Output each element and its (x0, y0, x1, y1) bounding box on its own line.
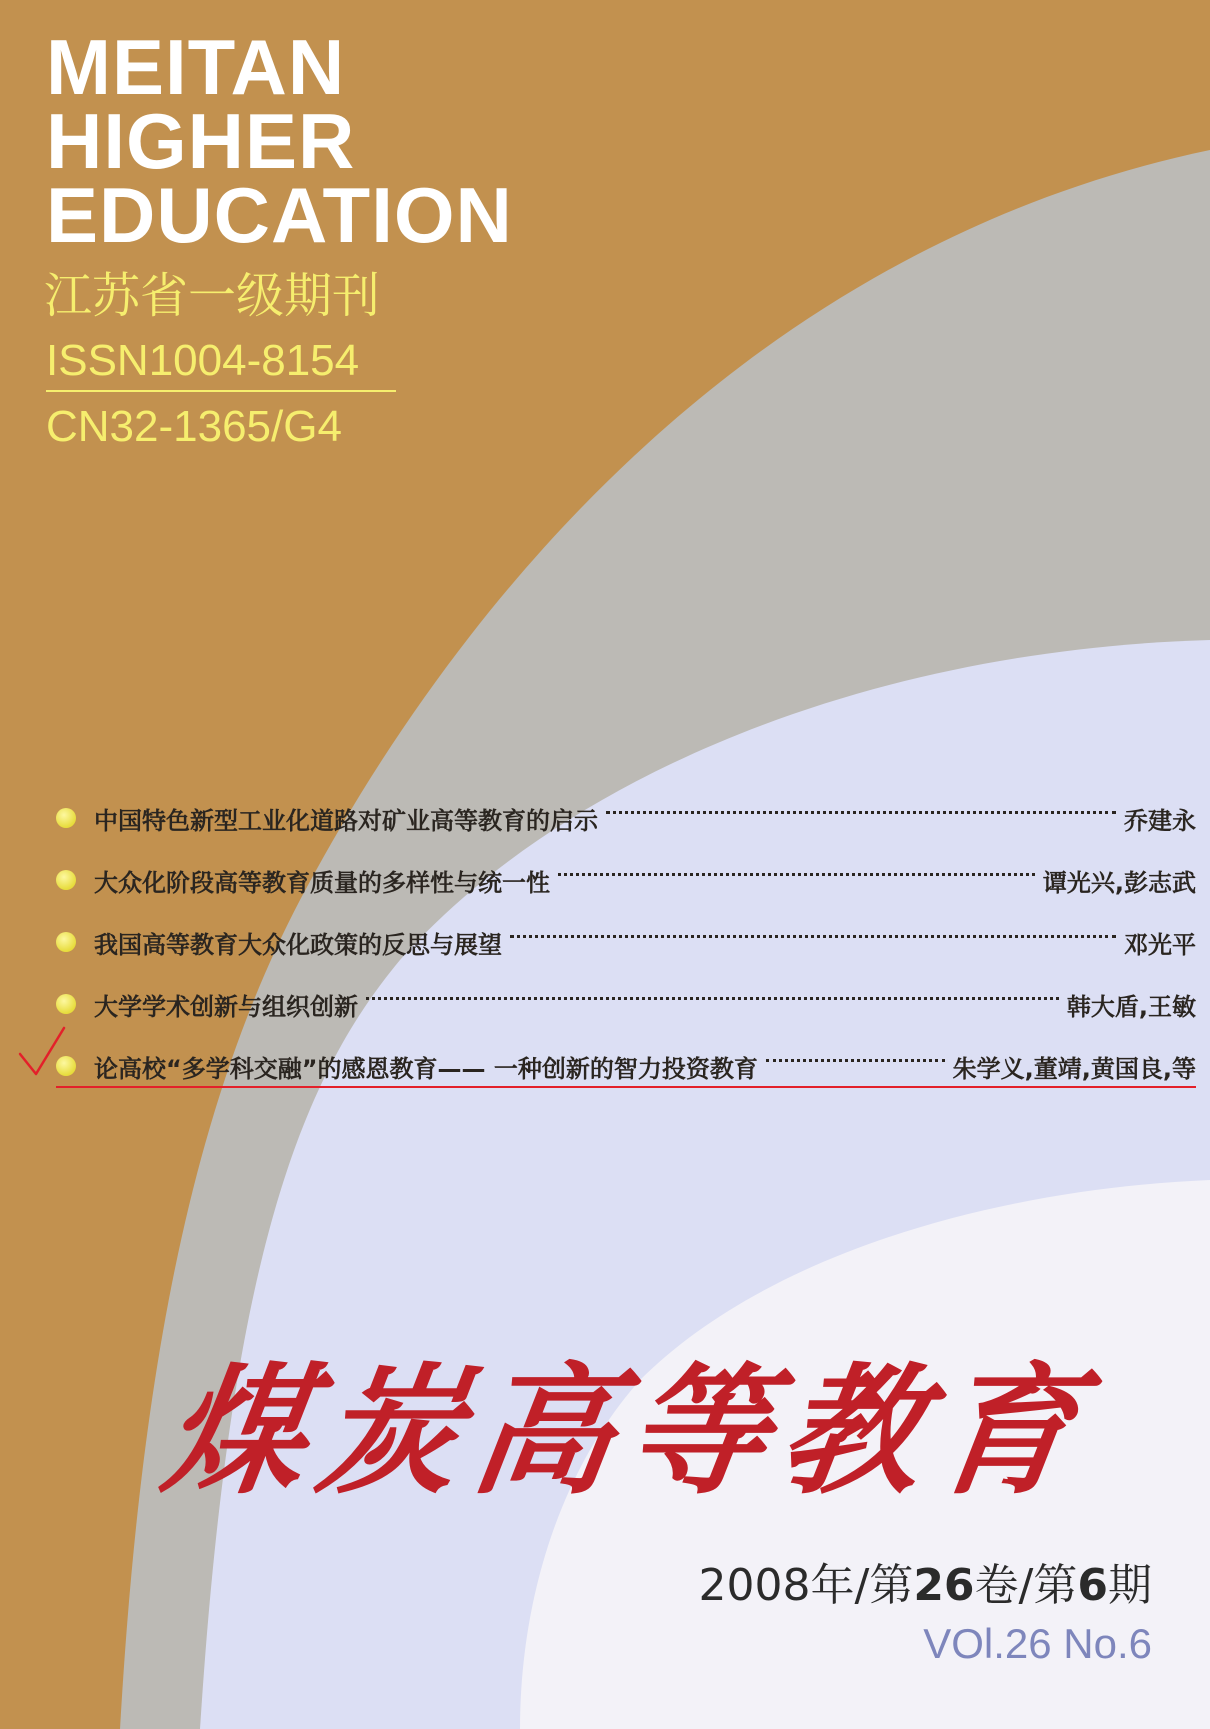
title-line-meitan: MEITAN (46, 23, 346, 111)
leader-dots (510, 935, 1116, 938)
issue-separator: / (1018, 1560, 1034, 1611)
volume-suffix: 卷 (974, 1560, 1019, 1611)
calligraphy-title: 煤炭高等教育 (154, 1350, 1102, 1514)
bullet-icon (56, 994, 76, 1014)
article-title: 大众化阶段高等教育质量的多样性与统一性 (94, 868, 550, 897)
check-mark-icon (16, 1022, 70, 1082)
toc-item (56, 860, 1196, 900)
article-title: 大学学术创新与组织创新 (94, 992, 358, 1021)
article-author: 谭光兴,彭志武 (1042, 868, 1196, 897)
leader-dots (366, 997, 1059, 1000)
bullet-icon (56, 932, 76, 952)
issue-separator: / (854, 1560, 870, 1611)
english-title (46, 23, 513, 259)
article-author: 韩大盾,王敏 (1066, 992, 1196, 1021)
number-prefix: 第 (1033, 1560, 1078, 1611)
article-author: 朱学义,董靖,黄国良,等 (952, 1054, 1196, 1083)
bullet-icon (56, 808, 76, 828)
issue-info (699, 1558, 1153, 1614)
title-line-higher: HIGHER (46, 97, 356, 185)
toc-item (56, 922, 1196, 962)
toc-item (56, 798, 1196, 838)
issue-number: 6 (1077, 1560, 1108, 1611)
table-of-contents (56, 798, 1196, 1110)
article-author: 邓光平 (1124, 930, 1196, 959)
cn-number: CN32-1365/G4 (46, 402, 342, 451)
issue-year: 2008年 (698, 1560, 855, 1611)
volume-english: VOl.26 No.6 (923, 1620, 1152, 1667)
article-title: 论高校“多学科交融”的感恩教育—— 一种创新的智力投资教育 (94, 1054, 758, 1083)
volume-number: 26 (913, 1560, 975, 1611)
article-author: 乔建永 (1124, 806, 1196, 835)
toc-item-highlighted (56, 1046, 1196, 1088)
journal-rank: 江苏省一级期刊 (44, 268, 381, 324)
leader-dots (558, 873, 1035, 876)
volume-prefix: 第 (869, 1560, 914, 1611)
issn-number: ISSN1004-8154 (46, 336, 396, 392)
article-title: 我国高等教育大众化政策的反思与展望 (94, 930, 502, 959)
number-suffix: 期 (1108, 1560, 1152, 1611)
article-title: 中国特色新型工业化道路对矿业高等教育的启示 (94, 806, 598, 835)
leader-dots (766, 1059, 945, 1062)
toc-item (56, 984, 1196, 1024)
bullet-icon (56, 870, 76, 890)
title-line-education: EDUCATION (46, 171, 513, 259)
leader-dots (606, 811, 1116, 814)
